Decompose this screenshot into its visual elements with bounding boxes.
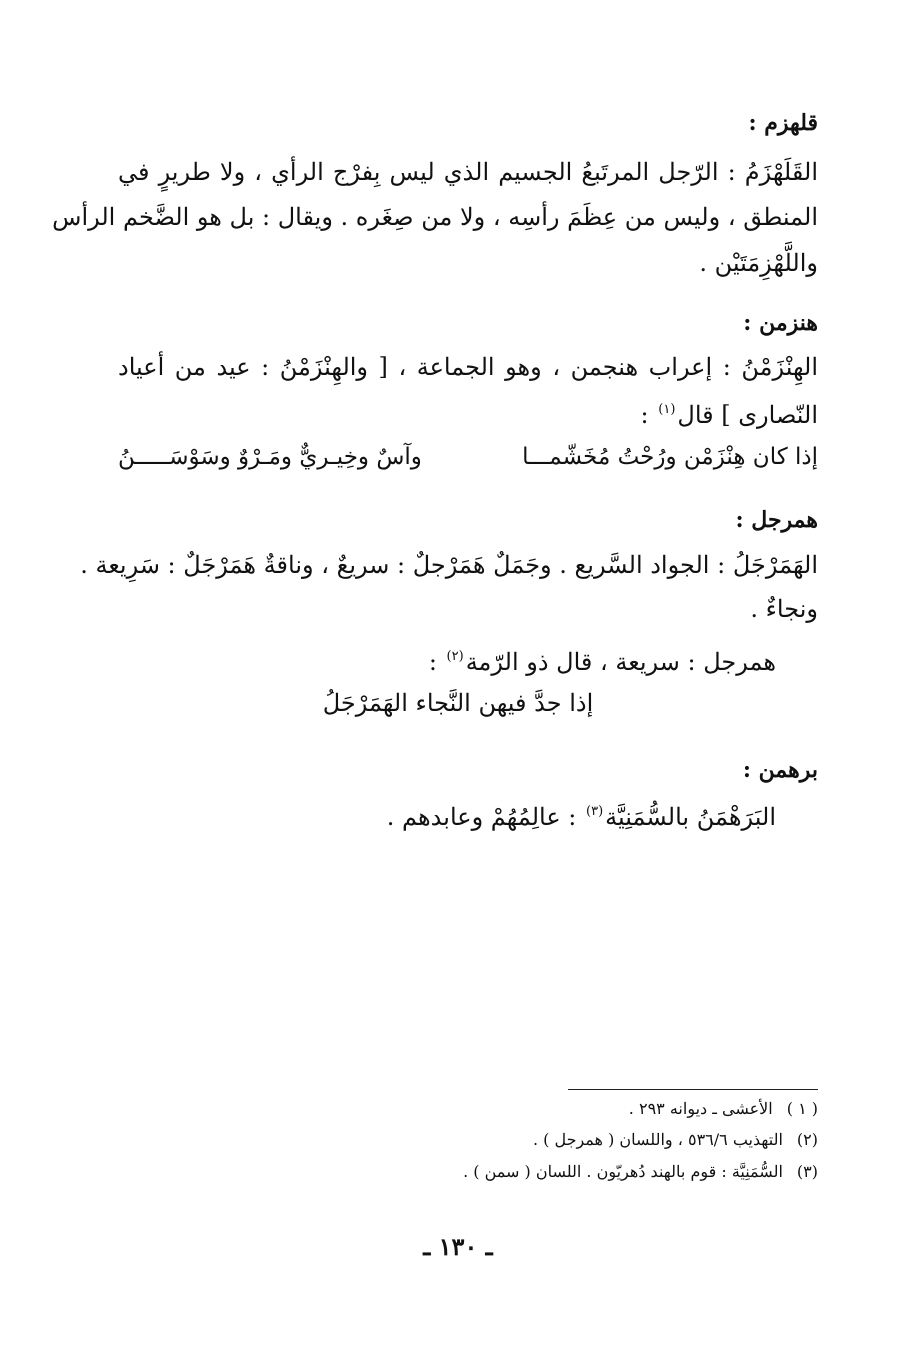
entry-line: المنطق ، وليس من عِظَمَ رأسِه ، ولا من صِغَره . ويقال : بل هو الضَّخم الرأس xyxy=(52,203,818,231)
footnote-number: ( ١ ) xyxy=(786,1099,818,1118)
footnote-number: (٣) xyxy=(796,1162,818,1181)
colon: : xyxy=(640,401,649,429)
footnote-ref: (٣) xyxy=(586,804,604,819)
footnote-number: (٢) xyxy=(796,1130,818,1149)
entry-text: همرجل : سريعة ، قال ذو الرّمة xyxy=(465,648,776,676)
verse-hemistich-left: وآسٌ وخِيـريٌّ ومَـرْوٌ وسَوْسَـــــنُ xyxy=(118,444,422,470)
verse-hemistich-right: إذا كان هِنْزَمْن ورُحْتُ مُخَشّمـــا xyxy=(522,444,818,470)
entry-line-with-ref xyxy=(429,640,776,679)
footnote-1 xyxy=(629,1098,818,1120)
entry-line: واللَّهْزِمَتَيْن . xyxy=(699,249,818,277)
entry-heading-hinzaman: هنزمن : xyxy=(743,310,818,336)
colon: : xyxy=(428,648,437,676)
entry-line: ونجاءٌ . xyxy=(750,595,818,623)
entry-line-with-ref xyxy=(641,393,818,432)
page-number: ـ ١٣٠ ـ xyxy=(423,1232,493,1261)
entry-heading-hamarjal: همرجل : xyxy=(735,507,818,533)
footnote-ref: (١) xyxy=(658,402,676,417)
entry-text: : عالِمُهُمْ وعابدهم . xyxy=(386,803,577,831)
footnote-text: التهذيب ٥٣٦/٦ ، واللسان ( همرجل ) . xyxy=(532,1130,783,1149)
verse-line xyxy=(118,440,818,474)
entry-line: الهَمَرْجَلُ : الجواد السَّريع . وجَمَلٌ هَمَرْجلٌ : سريعٌ ، وناقةٌ هَمَرْجَلٌ : سَرِيعة . xyxy=(80,551,818,579)
entry-heading-qalhazam: قلهزم : xyxy=(748,110,818,136)
entry-heading-barahman: برهمن : xyxy=(742,757,818,783)
footnote-3 xyxy=(463,1161,818,1183)
entry-text: البَرَهْمَنُ بالسُّمَنِيَّة xyxy=(605,803,776,831)
entry-line-with-ref xyxy=(387,795,776,834)
entry-text: النّصارى ] قال xyxy=(677,401,818,429)
footnote-text: الأعشى ـ ديوانه ٢٩٣ . xyxy=(628,1099,773,1118)
footnote-text: السُّمَنِيَّة : قوم بالهند دُهريّون . اللسان ( سمن ) . xyxy=(463,1162,783,1181)
entry-line: القَلَهْزَمُ : الرّجل المرتَبعُ الجسيم الذي ليس بِفرْج الرأي ، ولا طريرٍ في xyxy=(118,158,818,186)
footnote-2 xyxy=(533,1129,818,1151)
entry-line: الهِنْزَمْنُ : إعراب هنجمن ، وهو الجماعة ، [ والهِنْزَمْنُ : عيد من أعياد xyxy=(118,353,818,381)
verse-line: إذا جدَّ فيهن النَّجاء الهَمَرْجَلُ xyxy=(322,689,594,717)
footnote-separator xyxy=(568,1089,818,1090)
footnote-ref: (٢) xyxy=(446,649,464,664)
